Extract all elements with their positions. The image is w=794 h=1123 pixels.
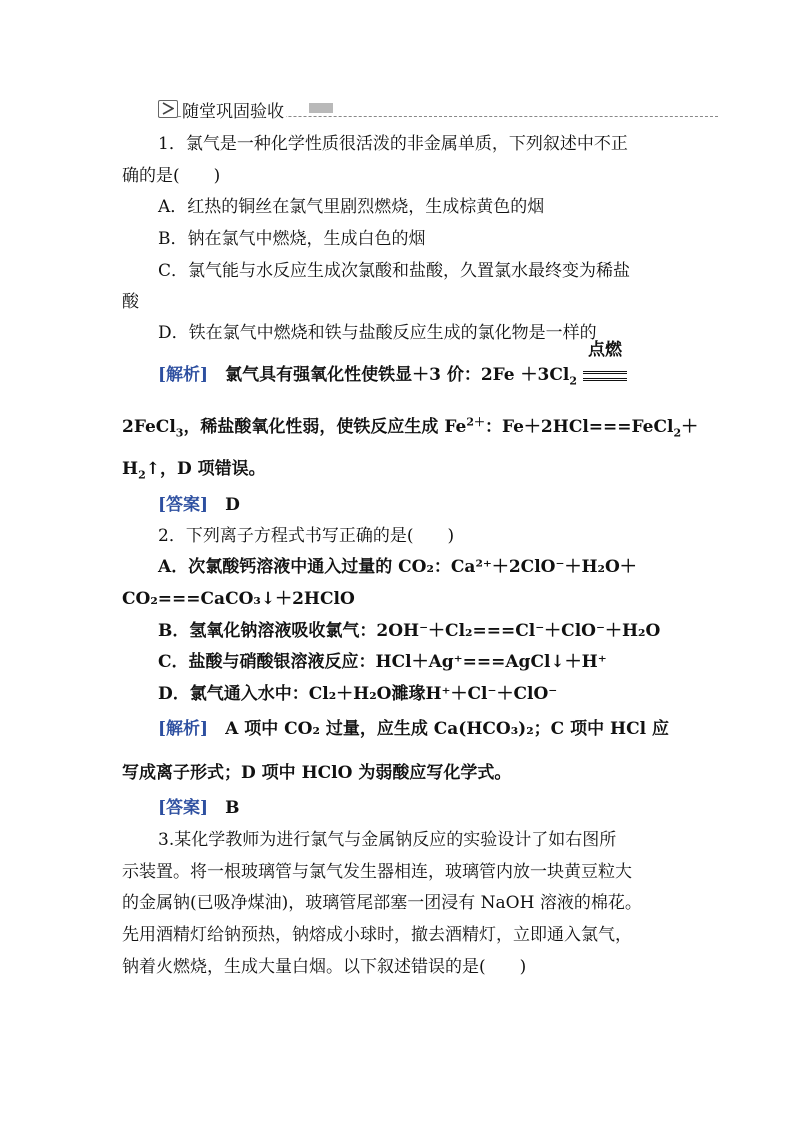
condition-label: 点燃 [587, 340, 622, 360]
subscript: 2 [673, 426, 682, 440]
analysis-text: A 项中 CO₂ 过量，应生成 Ca(HCO₃)₂；C 项中 HCl 应 [208, 719, 670, 739]
formula-text: 2FeCl [122, 417, 176, 437]
section-header [158, 96, 718, 122]
analysis-tag: [解析] [158, 719, 209, 739]
analysis-text: ，稀盐酸氧化性弱，使铁反应生成 Fe [183, 417, 467, 437]
analysis-text: 氯气具有强氧化性使铁显＋3 价：2Fe ＋3Cl [208, 365, 570, 385]
q1-option-c-line2: 酸 [122, 292, 139, 312]
q2-option-d: D．氯气通入水中：Cl₂＋H₂O濉瑑H⁺＋Cl⁻＋ClO⁻ [158, 684, 558, 704]
formula-text: ＋ [681, 417, 699, 437]
subscript: 3 [175, 426, 184, 440]
subscript: 2 [569, 374, 578, 388]
q2-option-c: C．盐酸与硝酸银溶液反应：HCl＋Ag⁺===AgCl↓＋H⁺ [158, 652, 607, 672]
q1-option-b: B．钠在氯气中燃烧，生成白色的烟 [158, 229, 426, 249]
q1-stem-line2: 确的是( ) [122, 166, 221, 186]
section-title: 随堂巩固验收 [182, 97, 286, 122]
q2-stem: 2．下列离子方程式书写正确的是( ) [158, 526, 455, 546]
q1-option-c-line1: C．氯气能与水反应生成次氯酸和盐酸，久置氯水最终变为稀盐 [158, 261, 631, 281]
q1-analysis-line1 [158, 340, 627, 388]
q2-option-a-line2: CO₂===CaCO₃↓＋2HClO [122, 589, 355, 609]
q3-stem-line1: 3.某化学教师为进行氯气与金属钠反应的实验设计了如右图所 [158, 830, 617, 850]
q2-analysis-line1 [158, 718, 669, 740]
q2-option-a-line1: A．次氯酸钙溶液中通入过量的 CO₂：Ca²⁺＋2ClO⁻＋H₂O＋ [158, 557, 637, 577]
double-equals-mark [583, 371, 627, 381]
analysis-tag: [解析] [158, 365, 209, 385]
header-bar-decoration [309, 103, 333, 113]
reaction-condition-arrow [583, 340, 627, 386]
superscript: 2＋ [466, 415, 485, 429]
play-icon [158, 100, 178, 118]
answer-value: D [208, 495, 240, 515]
answer-tag: [答案] [158, 495, 209, 515]
q1-analysis-line2 [122, 416, 698, 438]
q3-stem-line4: 先用酒精灯给钠预热，钠熔成小球时，撤去酒精灯，立即通入氯气， [122, 925, 632, 945]
analysis-text: ↑，D 项错误。 [145, 459, 266, 479]
q2-answer [158, 797, 239, 819]
subscript: 2 [138, 468, 146, 482]
q1-option-d: D．铁在氯气中燃烧和铁与盐酸反应生成的氯化物是一样的 [158, 323, 597, 343]
q2-option-b: B．氢氧化钠溶液吸收氯气：2OH⁻＋Cl₂===Cl⁻＋ClO⁻＋H₂O [158, 621, 661, 641]
q1-analysis-line3 [122, 458, 266, 480]
q2-analysis-line2: 写成离子形式；D 项中 HClO 为弱酸应写化学式。 [122, 763, 512, 783]
q1-answer [158, 494, 240, 516]
q1-option-a: A．红热的铜丝在氯气里剧烈燃烧，生成棕黄色的烟 [158, 197, 545, 217]
formula-text: ：Fe＋2HCl===FeCl [484, 417, 674, 437]
q3-stem-line5: 钠着火燃烧，生成大量白烟。以下叙述错误的是( ) [122, 957, 527, 977]
q3-stem-line2: 示装置。将一根玻璃管与氯气发生器相连，玻璃管内放一块黄豆粒大 [122, 862, 632, 882]
formula-text: H [122, 459, 139, 479]
answer-value: B [208, 798, 240, 818]
q3-stem-line3: 的金属钠(已吸净煤油)，玻璃管尾部塞一团浸有 NaOH 溶液的棉花。 [122, 893, 642, 913]
answer-tag: [答案] [158, 798, 209, 818]
q1-stem-line1: 1．氯气是一种化学性质很活泼的非金属单质，下列叙述中不正 [158, 134, 628, 154]
